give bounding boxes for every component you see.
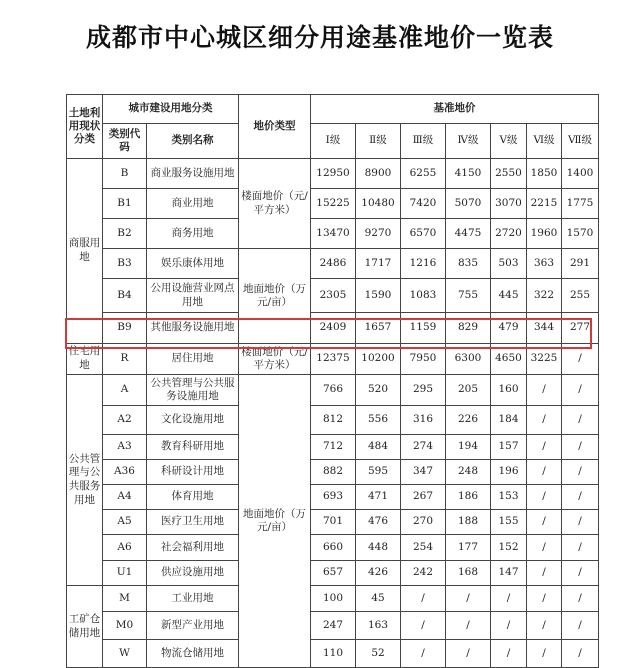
category-name: 体育用地 xyxy=(147,485,239,510)
header-level-7: Ⅶ级 xyxy=(562,124,599,159)
price-level-2: 426 xyxy=(356,561,401,586)
header-level-3: Ⅲ级 xyxy=(401,124,446,159)
land-group-public: 公共管理与公共服务用地 xyxy=(67,375,103,586)
category-code: M0 xyxy=(103,612,147,640)
land-group-commercial: 商服用地 xyxy=(67,159,103,344)
table-row xyxy=(67,313,599,344)
land-price-table xyxy=(66,94,599,668)
price-level-4: 5070 xyxy=(446,189,491,219)
table-row xyxy=(67,406,599,435)
price-level-4: 194 xyxy=(446,435,491,460)
price-level-7: 1400 xyxy=(562,159,599,189)
price-level-5: 152 xyxy=(491,535,527,561)
price-level-6: / xyxy=(527,535,562,561)
category-code: B9 xyxy=(103,313,147,344)
category-code: A5 xyxy=(103,510,147,535)
price-level-1: 657 xyxy=(311,561,356,586)
category-code: W xyxy=(103,640,147,668)
price-level-6: 1960 xyxy=(527,219,562,249)
price-level-6: / xyxy=(527,460,562,485)
price-level-1: 2305 xyxy=(311,279,356,313)
price-level-2: 471 xyxy=(356,485,401,510)
price-level-1: 12950 xyxy=(311,159,356,189)
table-row xyxy=(67,189,599,219)
price-level-7: / xyxy=(562,561,599,586)
price-level-1: 100 xyxy=(311,586,356,612)
table-row xyxy=(67,612,599,640)
price-level-7: 1570 xyxy=(562,219,599,249)
price-level-1: 247 xyxy=(311,612,356,640)
price-level-2: 595 xyxy=(356,460,401,485)
price-level-1: 2486 xyxy=(311,249,356,279)
category-name: 公共管理与公共服务设施用地 xyxy=(147,375,239,406)
price-type-land_wan: 地面地价（万元/亩） xyxy=(239,375,311,668)
price-level-2: 520 xyxy=(356,375,401,406)
price-level-7: / xyxy=(562,375,599,406)
price-level-7: / xyxy=(562,535,599,561)
price-level-7: / xyxy=(562,640,599,668)
price-level-4: 829 xyxy=(446,313,491,344)
price-level-2: 10200 xyxy=(356,344,401,375)
category-name: 新型产业用地 xyxy=(147,612,239,640)
category-name: 教育科研用地 xyxy=(147,435,239,460)
price-level-4: 226 xyxy=(446,406,491,435)
category-code: B1 xyxy=(103,189,147,219)
category-code: A xyxy=(103,375,147,406)
price-level-6: / xyxy=(527,586,562,612)
price-level-6: / xyxy=(527,435,562,460)
price-level-4: 6300 xyxy=(446,344,491,375)
price-level-6: / xyxy=(527,375,562,406)
header-land-status: 土地利用现状分类 xyxy=(67,95,103,159)
price-level-3: 295 xyxy=(401,375,446,406)
price-level-5: 2550 xyxy=(491,159,527,189)
price-level-2: 484 xyxy=(356,435,401,460)
land-group-industrial: 工矿仓储用地 xyxy=(67,586,103,668)
price-level-6: 3225 xyxy=(527,344,562,375)
table-row xyxy=(67,344,599,375)
category-name: 其他服务设施用地 xyxy=(147,313,239,344)
page-title: 成都市中心城区细分用途基准地价一览表 xyxy=(85,23,554,52)
price-level-3: 7420 xyxy=(401,189,446,219)
category-code: R xyxy=(103,344,147,375)
table-row xyxy=(67,219,599,249)
price-level-6: / xyxy=(527,485,562,510)
price-level-3: / xyxy=(401,640,446,668)
category-code: A2 xyxy=(103,406,147,435)
price-level-7: / xyxy=(562,612,599,640)
price-level-1: 13470 xyxy=(311,219,356,249)
price-level-1: 12375 xyxy=(311,344,356,375)
table-row xyxy=(67,279,599,313)
price-level-6: / xyxy=(527,561,562,586)
price-level-3: 267 xyxy=(401,485,446,510)
price-level-5: 184 xyxy=(491,406,527,435)
header-level-2: Ⅱ级 xyxy=(356,124,401,159)
header-base-price: 基准地价 xyxy=(311,95,599,124)
price-level-5: 2720 xyxy=(491,219,527,249)
header-level-5: Ⅴ级 xyxy=(491,124,527,159)
price-level-7: / xyxy=(562,344,599,375)
category-name: 医疗卫生用地 xyxy=(147,510,239,535)
price-level-6: / xyxy=(527,612,562,640)
price-level-6: 363 xyxy=(527,249,562,279)
price-level-4: 188 xyxy=(446,510,491,535)
price-level-2: 10480 xyxy=(356,189,401,219)
price-level-7: / xyxy=(562,460,599,485)
price-level-4: / xyxy=(446,640,491,668)
price-level-6: / xyxy=(527,510,562,535)
price-level-5: 479 xyxy=(491,313,527,344)
table-row xyxy=(67,460,599,485)
table-row xyxy=(67,485,599,510)
price-level-5: 445 xyxy=(491,279,527,313)
price-level-7: 1775 xyxy=(562,189,599,219)
header-urban-class: 城市建设用地分类 xyxy=(103,95,239,124)
category-name: 商业服务设施用地 xyxy=(147,159,239,189)
price-level-4: 177 xyxy=(446,535,491,561)
price-level-7: / xyxy=(562,485,599,510)
price-level-5: 153 xyxy=(491,485,527,510)
price-level-2: 448 xyxy=(356,535,401,561)
header-level-4: Ⅳ级 xyxy=(446,124,491,159)
price-level-4: / xyxy=(446,586,491,612)
price-level-7: 277 xyxy=(562,313,599,344)
price-level-5: 4650 xyxy=(491,344,527,375)
category-code: M xyxy=(103,586,147,612)
price-level-6: / xyxy=(527,406,562,435)
header-level-1: Ⅰ级 xyxy=(311,124,356,159)
price-level-3: 242 xyxy=(401,561,446,586)
price-level-2: 556 xyxy=(356,406,401,435)
category-code: A36 xyxy=(103,460,147,485)
price-level-4: 205 xyxy=(446,375,491,406)
price-level-5: 155 xyxy=(491,510,527,535)
price-level-7: / xyxy=(562,435,599,460)
category-code: A3 xyxy=(103,435,147,460)
price-level-2: 1657 xyxy=(356,313,401,344)
price-level-2: 9270 xyxy=(356,219,401,249)
price-level-5: 147 xyxy=(491,561,527,586)
price-level-3: 1216 xyxy=(401,249,446,279)
table-row xyxy=(67,561,599,586)
price-level-3: 6255 xyxy=(401,159,446,189)
category-code: U1 xyxy=(103,561,147,586)
price-level-4: / xyxy=(446,612,491,640)
price-level-3: 1083 xyxy=(401,279,446,313)
price-level-6: 1850 xyxy=(527,159,562,189)
price-level-3: / xyxy=(401,612,446,640)
table-row xyxy=(67,435,599,460)
category-name: 商业用地 xyxy=(147,189,239,219)
table-row xyxy=(67,510,599,535)
header-price-type: 地价类型 xyxy=(239,95,311,159)
price-level-3: 1159 xyxy=(401,313,446,344)
price-level-1: 882 xyxy=(311,460,356,485)
table-row xyxy=(67,375,599,406)
price-level-2: 52 xyxy=(356,640,401,668)
header-level-6: Ⅵ级 xyxy=(527,124,562,159)
price-level-6: 322 xyxy=(527,279,562,313)
category-name: 公用设施营业网点用地 xyxy=(147,279,239,313)
category-name: 娱乐康体用地 xyxy=(147,249,239,279)
price-level-7: / xyxy=(562,406,599,435)
header-code: 类别代码 xyxy=(103,124,147,159)
price-level-2: 1717 xyxy=(356,249,401,279)
price-level-7: / xyxy=(562,586,599,612)
category-name: 工业用地 xyxy=(147,586,239,612)
price-level-3: 254 xyxy=(401,535,446,561)
category-name: 文化设施用地 xyxy=(147,406,239,435)
price-level-3: 347 xyxy=(401,460,446,485)
price-level-7: 255 xyxy=(562,279,599,313)
price-level-3: / xyxy=(401,586,446,612)
price-level-7: 291 xyxy=(562,249,599,279)
land-group-residential: 住宅用地 xyxy=(67,344,103,375)
price-level-1: 701 xyxy=(311,510,356,535)
price-level-1: 2409 xyxy=(311,313,356,344)
price-level-1: 693 xyxy=(311,485,356,510)
price-level-4: 835 xyxy=(446,249,491,279)
price-level-1: 766 xyxy=(311,375,356,406)
price-level-1: 812 xyxy=(311,406,356,435)
price-level-5: / xyxy=(491,586,527,612)
price-level-6: 2215 xyxy=(527,189,562,219)
price-level-5: 196 xyxy=(491,460,527,485)
category-code: B xyxy=(103,159,147,189)
price-level-1: 660 xyxy=(311,535,356,561)
price-level-5: / xyxy=(491,640,527,668)
price-type-floor: 楼面地价（元/平方米） xyxy=(239,344,311,375)
price-type-land_wan: 地面地价（万元/亩） xyxy=(239,249,311,344)
category-name: 科研设计用地 xyxy=(147,460,239,485)
category-name: 商务用地 xyxy=(147,219,239,249)
category-name: 居住用地 xyxy=(147,344,239,375)
price-level-1: 15225 xyxy=(311,189,356,219)
table-row xyxy=(67,586,599,612)
price-level-5: / xyxy=(491,612,527,640)
table-row xyxy=(67,249,599,279)
price-level-3: 7950 xyxy=(401,344,446,375)
price-level-4: 186 xyxy=(446,485,491,510)
category-code: B3 xyxy=(103,249,147,279)
category-name: 社会福利用地 xyxy=(147,535,239,561)
category-code: B4 xyxy=(103,279,147,313)
category-code: B2 xyxy=(103,219,147,249)
price-level-2: 45 xyxy=(356,586,401,612)
table-row xyxy=(67,159,599,189)
category-name: 供应设施用地 xyxy=(147,561,239,586)
category-code: A4 xyxy=(103,485,147,510)
category-name: 物流仓储用地 xyxy=(147,640,239,668)
price-level-4: 248 xyxy=(446,460,491,485)
price-level-5: 157 xyxy=(491,435,527,460)
price-level-6: 344 xyxy=(527,313,562,344)
price-level-1: 712 xyxy=(311,435,356,460)
category-code: A6 xyxy=(103,535,147,561)
price-level-3: 6570 xyxy=(401,219,446,249)
table-row xyxy=(67,535,599,561)
price-level-6: / xyxy=(527,640,562,668)
price-level-3: 274 xyxy=(401,435,446,460)
price-level-3: 316 xyxy=(401,406,446,435)
price-level-5: 160 xyxy=(491,375,527,406)
header-name: 类别名称 xyxy=(147,124,239,159)
price-level-2: 476 xyxy=(356,510,401,535)
price-type-floor: 楼面地价（元/平方米） xyxy=(239,159,311,249)
price-level-4: 168 xyxy=(446,561,491,586)
price-level-5: 3070 xyxy=(491,189,527,219)
price-level-2: 1590 xyxy=(356,279,401,313)
table-row xyxy=(67,640,599,668)
price-level-2: 163 xyxy=(356,612,401,640)
price-level-3: 270 xyxy=(401,510,446,535)
price-level-1: 110 xyxy=(311,640,356,668)
price-level-7: / xyxy=(562,510,599,535)
price-level-2: 8900 xyxy=(356,159,401,189)
price-level-4: 4475 xyxy=(446,219,491,249)
price-level-5: 503 xyxy=(491,249,527,279)
price-level-4: 755 xyxy=(446,279,491,313)
price-level-4: 4150 xyxy=(446,159,491,189)
